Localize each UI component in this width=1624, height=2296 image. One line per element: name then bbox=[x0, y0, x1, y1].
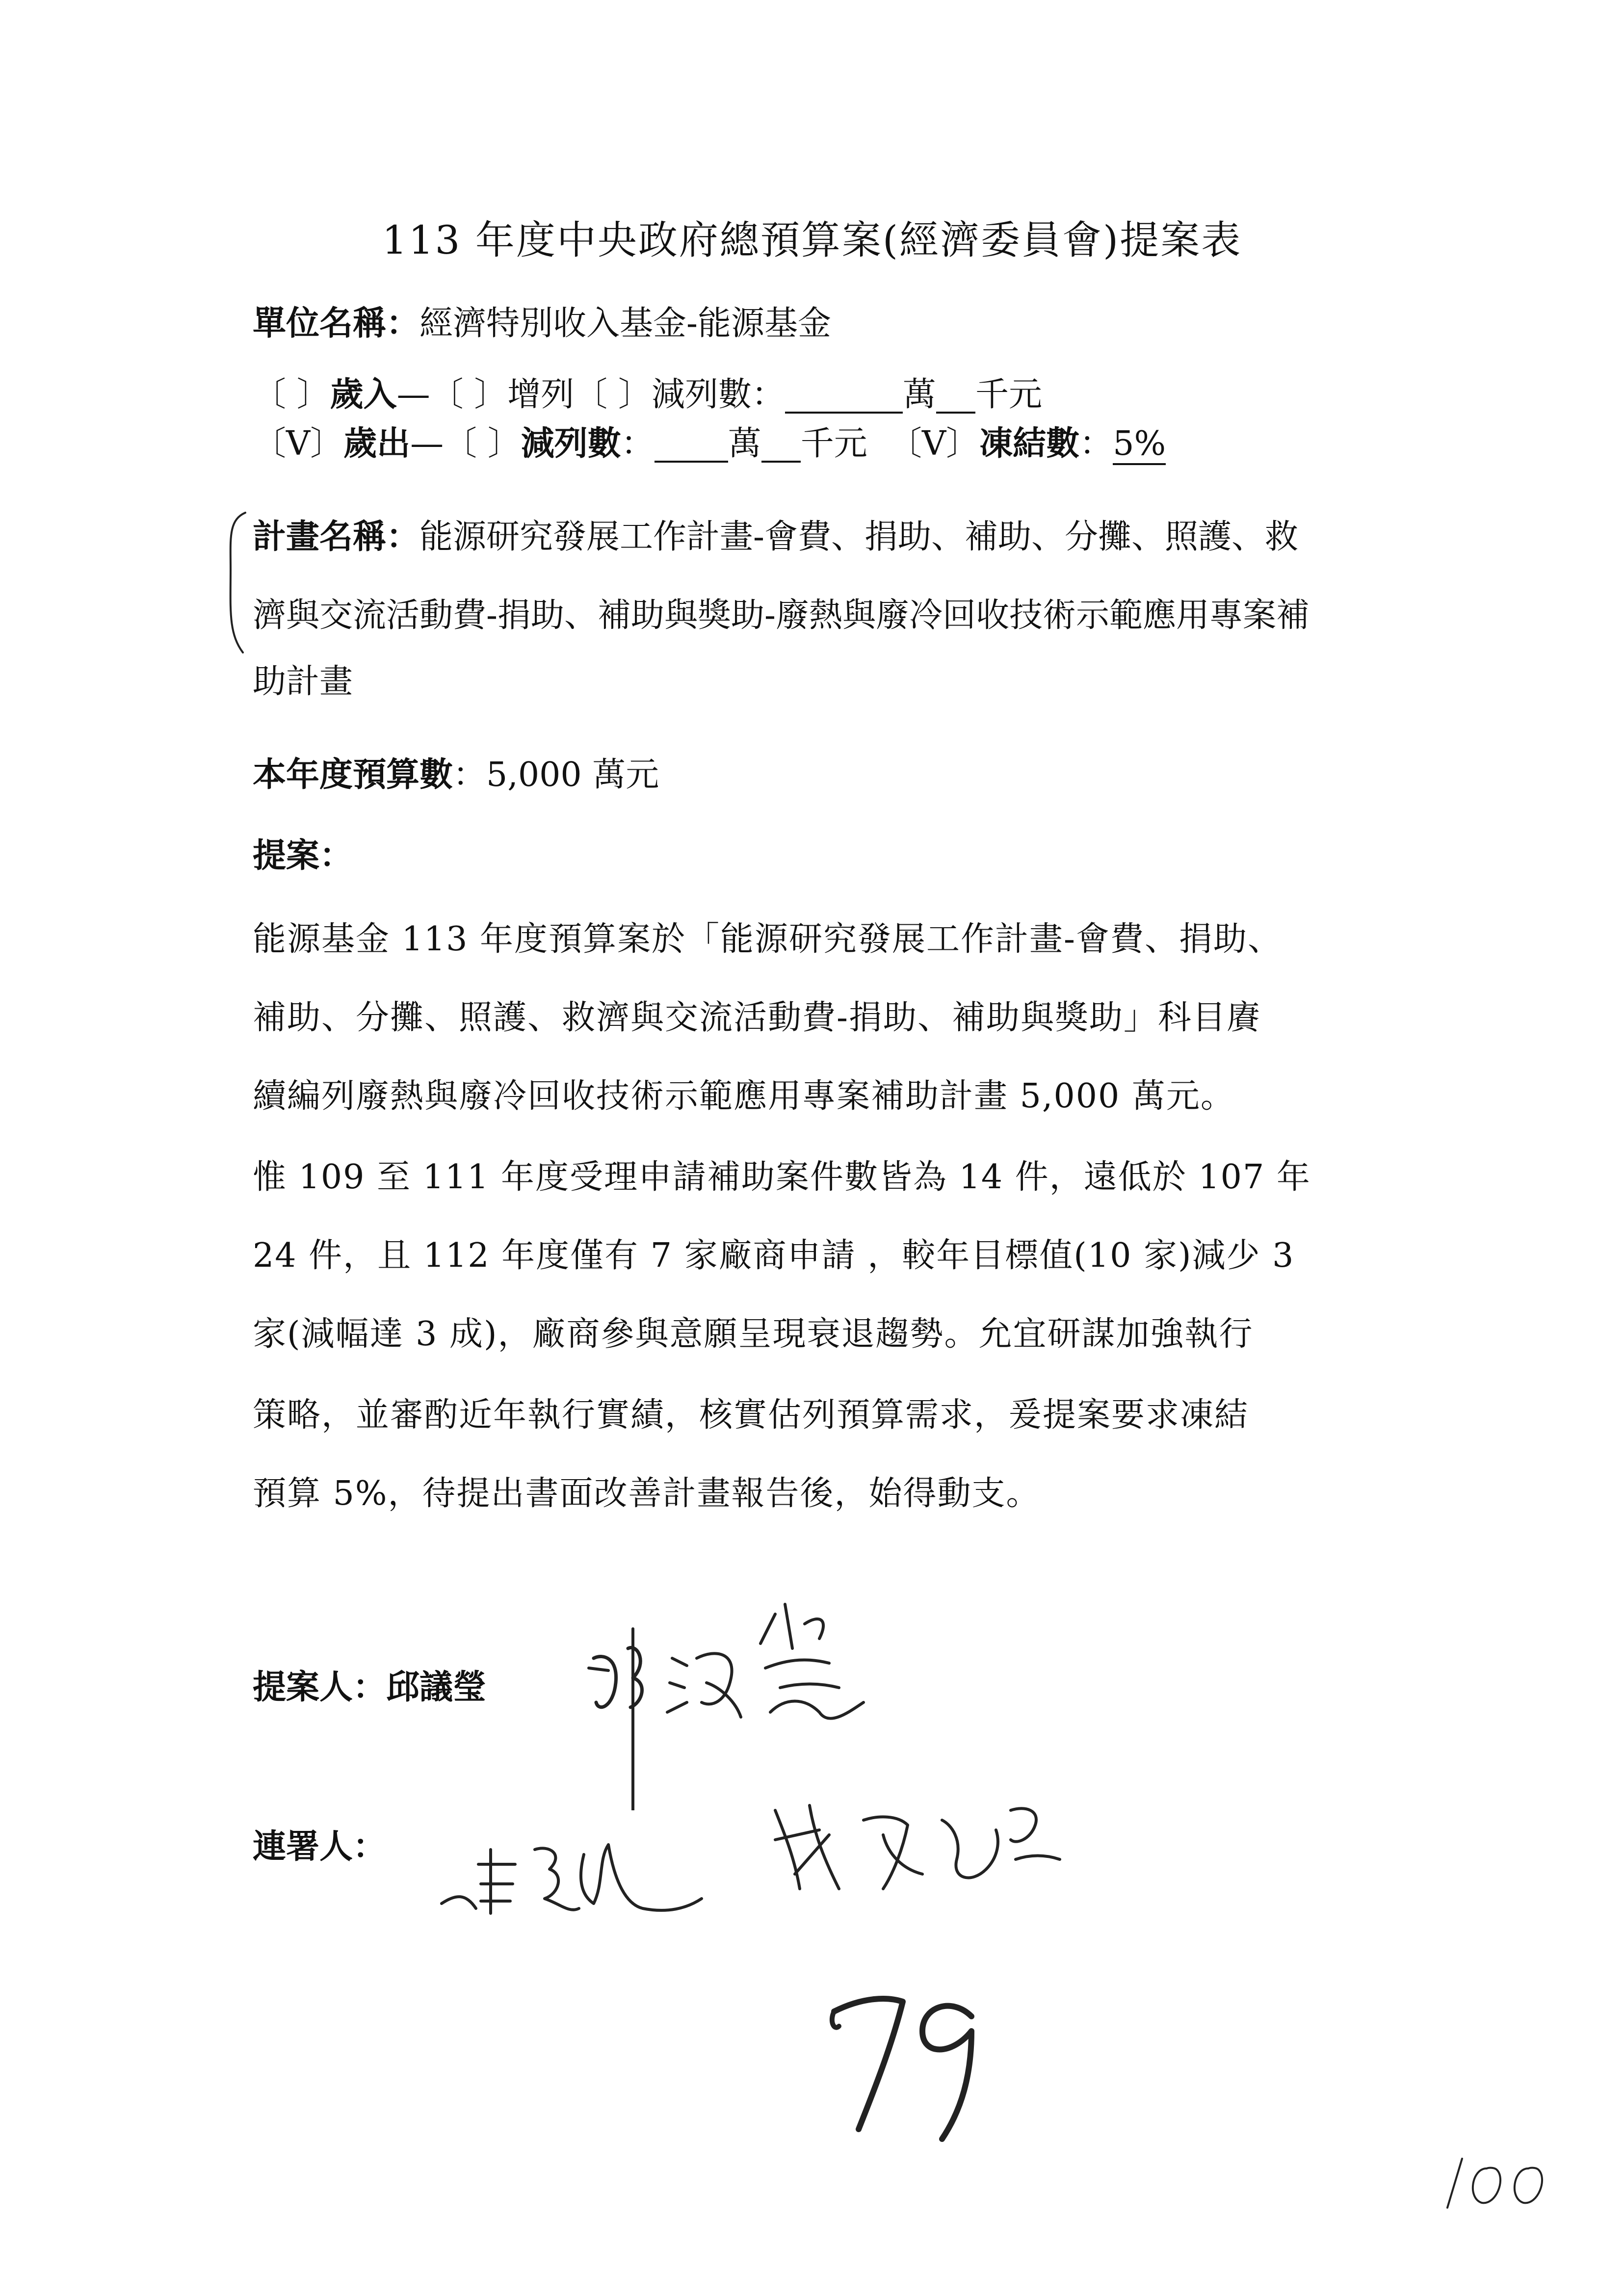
unit-label: 單位名稱： bbox=[253, 304, 420, 343]
proposal-line: 能源基金 113 年度預算案於「能源研究發展工作計畫-會費、捐助、 bbox=[253, 920, 1283, 959]
expenditure-label: 歲出 bbox=[343, 424, 411, 463]
revenue-increase-label: 增列 bbox=[507, 375, 575, 414]
proposal-line: 家(減幅達 3 成)，廠商參與意願呈現衰退趨勢。允宜研謀加強執行 bbox=[253, 1315, 1254, 1354]
expenditure-wan-unit: 萬 bbox=[728, 424, 761, 463]
expenditure-decrease-checkbox: 〔 〕 bbox=[444, 424, 521, 463]
proposal-line: 惟 109 至 111 年度受理申請補助案件數皆為 14 件，遠低於 107 年 bbox=[253, 1158, 1311, 1197]
handwritten-corner-number bbox=[1442, 2149, 1575, 2218]
expenditure-checkbox: 〔V〕 bbox=[253, 424, 344, 463]
plan-line-2: 濟與交流活動費-捐助、補助與獎助-廢熱與廢冷回收技術示範應用專案補 bbox=[253, 596, 1310, 635]
freeze-value: 5% bbox=[1113, 424, 1166, 465]
proposer-label: 提案人： bbox=[253, 1668, 387, 1707]
expenditure-row bbox=[253, 417, 1166, 465]
expenditure-decrease-colon: ： bbox=[621, 424, 655, 463]
revenue-wan-unit: 萬 bbox=[902, 375, 936, 414]
expenditure-qian-unit: 千元 bbox=[800, 424, 867, 463]
plan-line-3: 助計畫 bbox=[253, 662, 353, 701]
revenue-wan-blank bbox=[785, 378, 903, 414]
budget-label: 本年度預算數 bbox=[253, 755, 453, 794]
proposer-name: 邱議瑩 bbox=[386, 1668, 487, 1707]
page-title: 113 年度中央政府總預算案(經濟委員會)提案表 bbox=[382, 217, 1242, 263]
freeze-label: 凍結數 bbox=[979, 424, 1080, 463]
plan-text-1: 能源研究發展工作計畫-會費、捐助、補助、分攤、照護、救 bbox=[419, 518, 1298, 556]
freeze-colon: ： bbox=[1079, 424, 1113, 463]
budget-value: ：5,000 萬元 bbox=[453, 756, 659, 794]
revenue-checkbox: 〔 〕 bbox=[253, 375, 330, 414]
proposal-line: 24 件，且 112 年度僅有 7 家廠商申請 ，較年目標值(10 家)減少 3 bbox=[253, 1236, 1295, 1275]
budget-row bbox=[253, 748, 659, 796]
unit-value: 經濟特別收入基金-能源基金 bbox=[419, 304, 831, 343]
expenditure-dash: — bbox=[410, 424, 444, 463]
revenue-decrease-checkbox: 〔 〕 bbox=[574, 375, 652, 414]
cosigner-signature-2 bbox=[765, 1776, 1070, 1908]
revenue-decrease-label: 減列數： bbox=[651, 375, 785, 414]
proposal-line: 策略，並審酌近年執行實績，核實估列預算需求，爰提案要求凍結 bbox=[253, 1396, 1249, 1435]
brace-mark bbox=[221, 510, 250, 657]
proposal-line: 預算 5%，待提出書面改善計畫報告後，始得動支。 bbox=[253, 1474, 1041, 1513]
expenditure-decrease-label: 減列數 bbox=[521, 424, 621, 463]
revenue-label: 歲入 bbox=[330, 375, 397, 414]
cosigner-label: 連署人： bbox=[253, 1827, 387, 1866]
handwritten-page-number bbox=[824, 1987, 1001, 2149]
cosigner-signature-1 bbox=[437, 1796, 711, 1928]
revenue-qian-unit: 千元 bbox=[975, 375, 1042, 414]
expenditure-qian-blank bbox=[761, 427, 801, 463]
revenue-increase-checkbox: 〔 〕 bbox=[430, 375, 508, 414]
plan-label: 計畫名稱： bbox=[253, 517, 420, 556]
proposal-label: 提案： bbox=[253, 836, 353, 875]
revenue-dash: — bbox=[396, 375, 430, 414]
proposer-row bbox=[253, 1661, 486, 1708]
revenue-row bbox=[253, 368, 1042, 416]
proposal-line: 補助、分攤、照護、救濟與交流活動費-捐助、補助與獎助」科目賡 bbox=[253, 998, 1261, 1037]
revenue-qian-blank bbox=[936, 378, 975, 414]
plan-line-1 bbox=[253, 510, 1298, 558]
expenditure-wan-blank bbox=[655, 427, 728, 463]
freeze-checkbox: 〔V〕 bbox=[889, 424, 980, 463]
unit-row bbox=[253, 297, 831, 344]
proposal-line: 續編列廢熱與廢冷回收技術示範應用專案補助計畫 5,000 萬元。 bbox=[253, 1077, 1235, 1116]
